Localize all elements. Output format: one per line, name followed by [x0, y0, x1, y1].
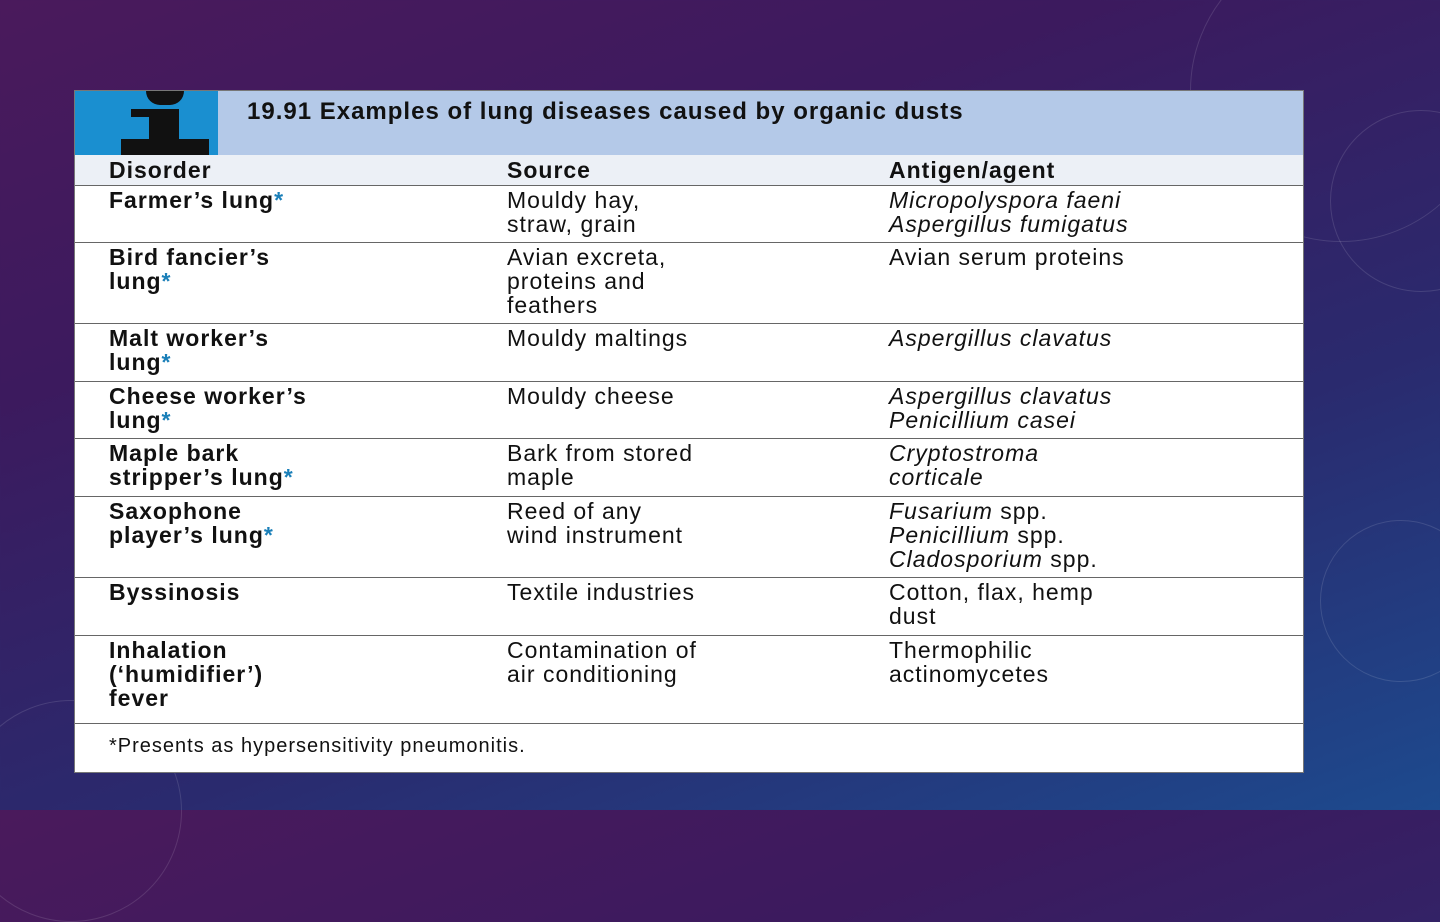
disorder-cell: Maple bark stripper’s lung* [109, 440, 294, 490]
antigen-cell: Thermophilic actinomycetes [889, 637, 1050, 687]
disorder-cell: Saxophone player’s lung* [109, 498, 274, 548]
footnote-marker: * [263, 522, 274, 548]
footnote-marker: * [161, 349, 172, 375]
footnote-marker: * [161, 268, 172, 294]
disorder-cell: Cheese worker’s lung* [109, 383, 307, 433]
footnote-marker: * [274, 187, 285, 213]
table-row [75, 635, 1303, 724]
antigen-cell: Micropolyspora faeni Aspergillus fumigatus [889, 187, 1129, 237]
disorder-cell: Malt worker’s lung* [109, 325, 269, 375]
source-cell: Bark from stored maple [507, 440, 693, 490]
source-cell: Reed of any wind instrument [507, 498, 684, 548]
antigen-cell: Cryptostroma corticale [889, 440, 1040, 490]
footnote-marker: * [283, 464, 294, 490]
table-title-bar [75, 91, 1303, 155]
table-title: 19.91 Examples of lung diseases caused by organic dusts [247, 98, 964, 125]
decorative-circle [1320, 520, 1440, 682]
disorder-cell: Inhalation (‘humidifier’) fever [109, 637, 264, 711]
table-row [75, 185, 1303, 243]
source-cell: Mouldy cheese [507, 383, 675, 409]
table-header-row [75, 155, 1303, 186]
column-header-source: Source [507, 157, 591, 183]
table-footnote: *Presents as hypersensitivity pneumonitis. [109, 735, 526, 757]
antigen-cell: Aspergillus clavatus [889, 325, 1113, 351]
footnote-marker: * [161, 407, 172, 433]
source-cell: Avian excreta, proteins and feathers [507, 244, 667, 318]
disorder-cell: Bird fancier’s lung* [109, 244, 270, 294]
source-cell: Contamination of air conditioning [507, 637, 697, 687]
column-header-disorder: Disorder [109, 157, 212, 183]
disorder-cell: Farmer’s lung* [109, 187, 285, 213]
antigen-cell: Cotton, flax, hemp dust [889, 579, 1094, 629]
info-icon [75, 91, 218, 155]
table-row [75, 381, 1303, 439]
table-row [75, 577, 1303, 636]
source-cell: Mouldy hay, straw, grain [507, 187, 641, 237]
disorder-cell: Byssinosis [109, 579, 241, 605]
lung-disease-table [74, 90, 1304, 773]
source-cell: Mouldy maltings [507, 325, 689, 351]
antigen-cell: Aspergillus clavatus Penicillium casei [889, 383, 1113, 433]
table-row [75, 496, 1303, 578]
table-row [75, 438, 1303, 497]
table-row [75, 323, 1303, 382]
antigen-cell: Fusarium spp. Penicillium spp. Cladosporium spp. [889, 498, 1098, 572]
source-cell: Textile industries [507, 579, 696, 605]
antigen-cell: Avian serum proteins [889, 244, 1125, 270]
table-row [75, 242, 1303, 324]
column-header-antigen: Antigen/agent [889, 157, 1056, 183]
